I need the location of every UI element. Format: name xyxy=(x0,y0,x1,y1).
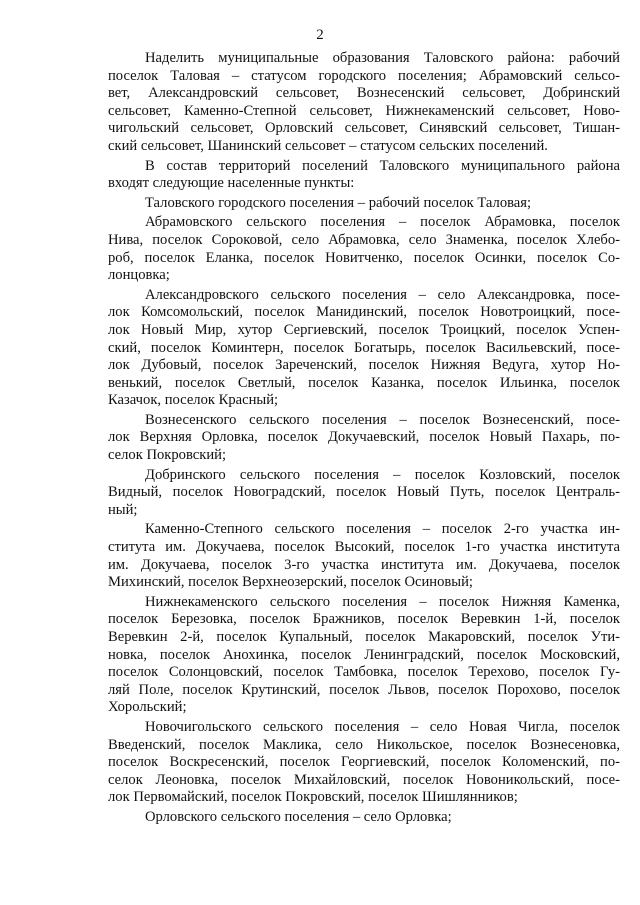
text-line: Введенский, поселок Маклика, село Никольское, поселок Вознесеновка, xyxy=(108,736,620,753)
text-line: Александровского сельского поселения – село Александровка, посе- xyxy=(145,286,620,303)
text-line: селок Покровский; xyxy=(108,447,227,464)
text-line: венький, поселок Светлый, поселок Казанка, поселок Ильинка, поселок xyxy=(108,374,620,391)
text-line: В состав территорий поселений Таловского муниципального района xyxy=(145,157,620,174)
text-line: лок Комсомольский, поселок Манидинский, поселок Новотроицкий, посе- xyxy=(108,304,620,321)
paragraph xyxy=(108,521,620,591)
text-line: им. Докучаева, поселок 3-го участка института им. Докучаева, поселок xyxy=(108,556,620,573)
text-line: Новочигольского сельского поселения – село Новая Чигла, поселок xyxy=(145,718,620,735)
text-line: Хорольский; xyxy=(108,699,187,716)
text-line: Веревкин 2-й, поселок Купальный, поселок Макаровский, поселок Ути- xyxy=(108,629,620,645)
text-line: поселок Солонцовский, поселок Тамбовка, поселок Терехово, поселок Гу- xyxy=(108,664,620,681)
text-line: поселок Воскресенский, поселок Георгиевский, поселок Коломенский, по- xyxy=(108,754,620,771)
paragraph xyxy=(108,412,620,465)
text-line: вет, Александровский сельсовет, Вознесенский сельсовет, Добринский xyxy=(108,85,620,102)
text-line: Наделить муниципальные образования Таловского района: рабочий xyxy=(145,50,620,66)
text-line: селок Леоновка, поселок Михайловский, поселок Новоникольский, посе- xyxy=(108,771,620,788)
text-line: лок Первомайский, поселок Покровский, поселок Шишлянников; xyxy=(108,789,518,806)
text-line: входят следующие населенные пункты: xyxy=(108,175,355,192)
paragraph xyxy=(108,50,620,156)
paragraph xyxy=(108,809,620,827)
text-line: сельсовет, Каменно-Степной сельсовет, Нижнекаменский сельсовет, Ново- xyxy=(108,102,620,119)
text-line: ляй Поле, поселок Крутинский, поселок Львов, поселок Порохово, поселок xyxy=(108,681,620,698)
paragraph xyxy=(108,594,620,717)
text-line: ный; xyxy=(108,501,138,518)
page-number: 2 xyxy=(316,27,324,43)
paragraph xyxy=(108,719,620,807)
text-line: лок Дубовый, поселок Зареченский, поселок Нижняя Ведуга, хутор Но- xyxy=(108,357,620,374)
paragraph xyxy=(108,467,620,520)
text-line: лок Новый Мир, хутор Сергиевский, поселок Троицкий, поселок Успен- xyxy=(108,321,620,338)
text-line: роб, поселок Еланка, поселок Новитченко, поселок Осинки, поселок Со- xyxy=(108,249,620,266)
text-line: лок Верхняя Орловка, поселок Докучаевский, поселок Новый Пахарь, по- xyxy=(108,429,620,446)
text-line: ститута им. Докучаева, поселок Высокий, поселок 1-го участка института xyxy=(108,539,620,556)
text-line: новка, поселок Анохинка, поселок Ленинградский, поселок Московский, xyxy=(108,646,620,663)
text-line: Абрамовского сельского поселения – поселок Абрамовка, поселок xyxy=(145,214,620,231)
text-line: Добринского сельского поселения – поселок Козловский, поселок xyxy=(145,466,620,483)
text-line: Каменно-Степного сельского поселения – поселок 2-го участка ин- xyxy=(145,521,620,538)
text-line: Михинский, поселок Верхнеозерский, поселок Осиновый; xyxy=(108,574,473,591)
text-line: поселок Березовка, поселок Бражников, поселок Веревкин 1-й, поселок xyxy=(108,611,620,628)
paragraph xyxy=(108,287,620,410)
paragraph xyxy=(108,214,620,284)
text-line: Таловского городского поселения – рабочий поселок Таловая; xyxy=(145,194,532,211)
text-line: лонцовка; xyxy=(108,267,170,284)
document-body xyxy=(108,50,620,829)
text-line: чигольский сельсовет, Орловский сельсовет, Синявский сельсовет, Тишан- xyxy=(108,120,620,137)
paragraph xyxy=(108,158,620,193)
text-line: поселок Таловая – статусом городского поселения; Абрамовский сельсо- xyxy=(108,67,620,84)
text-line: Нижнекаменского сельского поселения – поселок Нижняя Каменка, xyxy=(145,593,620,610)
paragraph xyxy=(108,195,620,213)
text-line: ский, поселок Коминтерн, поселок Богатырь, поселок Васильевский, посе- xyxy=(108,339,620,356)
text-line: Видный, поселок Новоградский, поселок Новый Путь, поселок Централь- xyxy=(108,484,620,501)
text-line: Казачок, поселок Красный; xyxy=(108,392,279,409)
text-line: Орловского сельского поселения – село Орловка; xyxy=(145,808,452,825)
text-line: ский сельсовет, Шанинский сельсовет – статусом сельских поселений. xyxy=(108,137,548,154)
text-line: Нива, поселок Сороковой, село Абрамовка, село Знаменка, поселок Хлебо- xyxy=(108,231,620,248)
text-line: Вознесенского сельского поселения – поселок Вознесенский, посе- xyxy=(145,411,620,428)
